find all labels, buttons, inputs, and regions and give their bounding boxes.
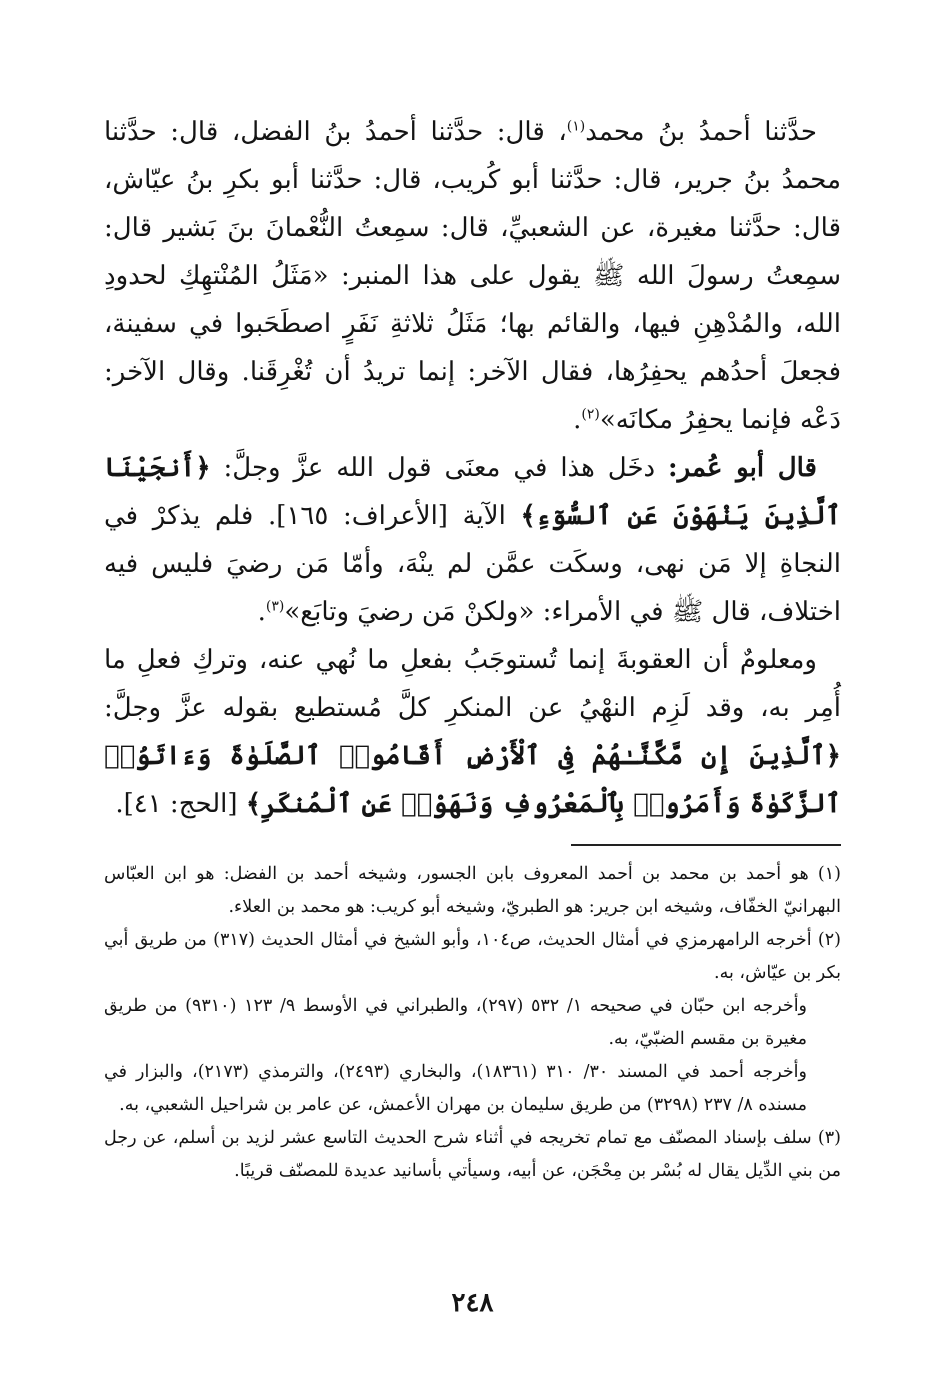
paragraph-1-text-after: ، قال: حدَّثنا أحمدُ بنُ الفضل، قال: حدَّثنا محمدُ بنُ جرير، قال: حدَّثنا أبو كُريب، قال: حدَّثنا أبو بكرِ بنُ عيّاش، قال: حدَّثنا مغيرة، عن الشعبيِّ، قال: سمِعتُ النُّعْمانَ بنَ بَشير قال: سمِعتُ رسولَ الله ﷺ يقول على هذا المنبر: «مَثَلُ المُنْتهِكِ لحدودِ الله، والمُدْهِنِ فيها، والقائم بها؛ مَثَلُ ثلاثةِ نَفَرٍ اصطَحَبوا في سفينة، فجعلَ أحدُهم يحفِرُها، فقال الآخر: إنما تريدُ أن تُغْرِقَنا. وقال الآخر: دَعْه فإنما يحفِرُ مكانَه»: [104, 117, 841, 435]
quran-verse-2: ﴿ٱلَّذِينَ إِن مَّكَّنَّـٰهُمْ فِى ٱلْأَرْضِ أَقَامُوا۟ ٱلصَّلَوٰةَ وَءَاتَوُا۟ ٱلزَّكَوٰةَ وَأَمَرُوا۟ بِٱلْمَعْرُوفِ وَنَهَوْا۟ عَنِ ٱلْمُنكَرِ﴾: [104, 741, 841, 819]
footnote-marker-2[interactable]: (٢): [581, 406, 600, 423]
footnote-separator-wrap: [104, 828, 841, 858]
footnote-separator: [571, 844, 841, 846]
paragraph-2-lead: قال أبو عُمر:: [668, 453, 817, 483]
footnote-1: (١) هو أحمد بن محمد بن أحمد المعروف بابن الجسور، وشيخه أحمد بن الفضل: هو ابن العبّاس البهرانيّ الخفّاف، وشيخه ابن جرير: هو الطبريّ، وشيخه أبو كريب: هو محمد بن العلاء.: [104, 864, 841, 917]
footnote-2-continued-1: وأخرجه ابن حبّان في صحيحه ١/ ٥٣٢ (٢٩٧)، والطبراني في الأوسط ٩/ ١٢٣ (٩٣١٠) من طريق مغيرة بن مقسم الضبّيّ، به.: [104, 996, 808, 1049]
paragraph-3-text-1: ومعلومٌ أن العقوبةَ إنما تُستوجَبُ بفعلِ ما نُهي عنه، وتركِ فعلِ ما أُمِر به، وقد لَزِم النهْيُ عن المنكرِ كلَّ مُستطيع بقوله عزَّ وجلَّ:: [104, 645, 841, 723]
paragraph-2-end: .: [257, 597, 266, 627]
main-text: [104, 108, 841, 828]
footnotes: [104, 858, 841, 1188]
footnote-marker-3[interactable]: (٣): [265, 598, 285, 615]
paragraph-1-text: حدَّثنا أحمدُ بنُ محمد: [585, 117, 817, 147]
footnote-2-continued-2: وأخرجه أحمد في المسند ٣٠/ ٣١٠ (١٨٣٦١)، والبخاري (٢٤٩٣)، والترمذي (٢١٧٣)، والبزار في مسنده ٨/ ٢٣٧ (٣٢٩٨) من طريق سليمان بن مهران الأعمش، عن عامر بن شراحيل الشعبي، به.: [104, 1062, 807, 1115]
paragraph-1: [104, 108, 841, 444]
footnote-3: (٣) سلف بإسناد المصنّف مع تمام تخريجه في أثناء شرح الحديث التاسع عشر لزيد بن أسلم، عن رجل من بني الدِّيل يقال له بُسْر بن مِحْجَن، عن أبيه، وسيأتي بأسانيد عديدة للمصنّف قريبًا.: [104, 1128, 841, 1181]
paragraph-2-text-2: الآية [الأعراف: ١٦٥]. فلم يذكرْ في النجاةِ إلا مَن نهى، وسكَت عمَّن لم ينْهَ، وأمّا مَن رضيَ فليس فيه اختلاف، قال ﷺ في الأمراء: «ولكنْ مَن رضيَ وتابَع»: [104, 501, 841, 627]
paragraph-3-text-2: [الحج: ٤١].: [115, 789, 246, 819]
paragraph-2: [104, 444, 841, 636]
paragraph-1-end: .: [573, 405, 582, 435]
page-number: ٢٤٨: [451, 1288, 494, 1318]
quran-verse-1: ﴿أَنجَيْنَا ٱلَّذِينَ يَنْهَوْنَ عَنِ ٱلسُّوٓءِ﴾: [104, 453, 842, 531]
paragraph-3: [104, 636, 841, 828]
page: [104, 108, 841, 1315]
footnote-2: (٢) أخرجه الرامهرمزي في أمثال الحديث، ص١٠٤، وأبو الشيخ في أمثال الحديث (٣١٧) من طريق أبي بكر بن عيّاش، به.: [104, 930, 841, 983]
paragraph-2-text-1: دخَل هذا في معنَى قول الله عزَّ وجلَّ:: [210, 453, 669, 483]
footnote-marker-1[interactable]: (١): [566, 118, 586, 135]
